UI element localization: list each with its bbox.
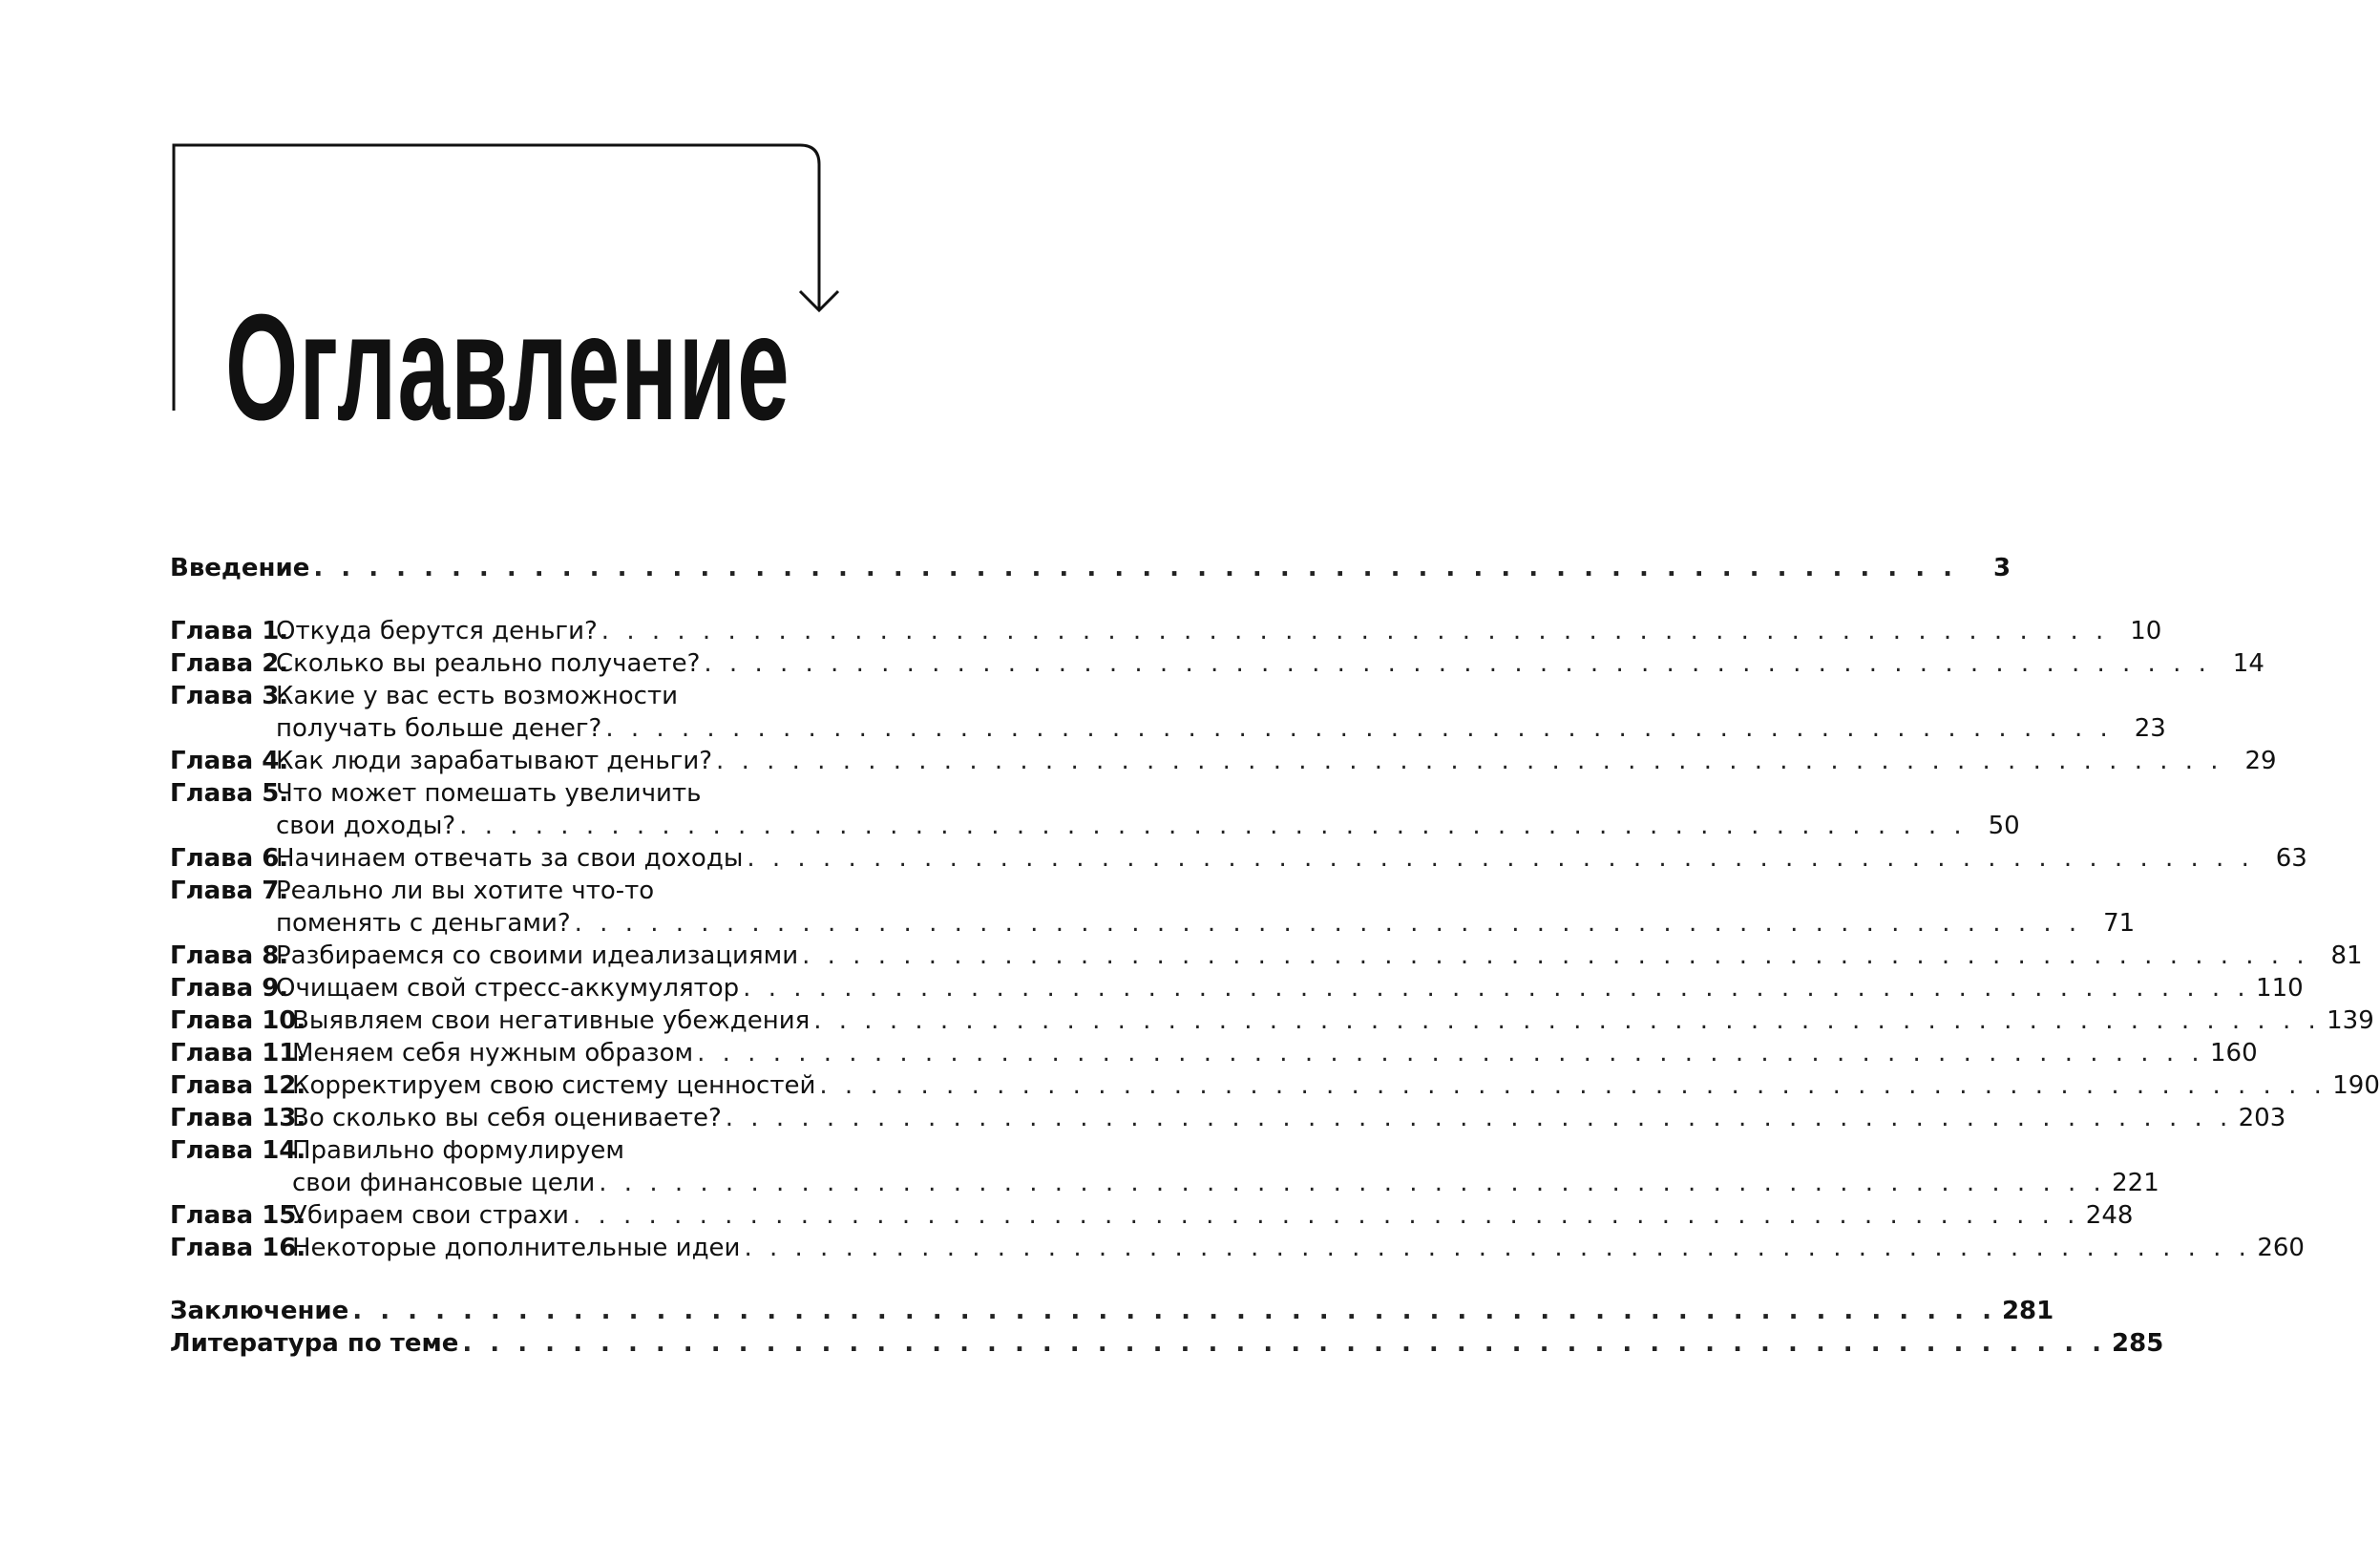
chapter-page: 110 (2256, 974, 2304, 1003)
chapter-page: 221 (2112, 1169, 2159, 1197)
toc-item-chapter-11[interactable] (170, 1037, 2258, 1069)
leader-dots (810, 1004, 2321, 1037)
toc-item-chapter-1[interactable] (170, 615, 2162, 647)
toc-item-chapter-8[interactable] (170, 940, 2363, 972)
chapter-page: 160 (2209, 1039, 2258, 1067)
toc-item-literature[interactable] (170, 1327, 2164, 1360)
leader-dots (569, 1199, 2080, 1232)
chapter-label: Глава 9. (170, 974, 289, 1003)
toc-line (170, 1232, 2305, 1264)
toc-item-chapter-3[interactable] (170, 680, 2166, 745)
chapter-label: Глава 3. (170, 682, 289, 710)
toc-item-chapter-6[interactable] (170, 842, 2307, 875)
toc-line (170, 1102, 2286, 1134)
chapter-title: Какие у вас есть возможности (276, 682, 678, 710)
chapter-title: Что может помешать увеличить (276, 779, 702, 808)
chapter-label: Глава 2. (170, 649, 289, 678)
toc-line (170, 972, 2304, 1004)
leader-dots (798, 940, 2309, 972)
leader-dots (571, 907, 2082, 940)
toc-line (170, 647, 2264, 680)
toc-literature-page: 285 (2112, 1329, 2164, 1358)
chapter-title: Начинаем отвечать за свои доходы (276, 844, 744, 873)
chapter-page: 81 (2330, 941, 2363, 970)
chapter-title: Во сколько вы себя оцениваете? (292, 1104, 722, 1132)
toc-intro-label: Введение (170, 554, 310, 582)
toc-item-chapter-16[interactable] (170, 1232, 2305, 1264)
chapter-page: 190 (2332, 1071, 2380, 1100)
toc-item-chapter-10[interactable] (170, 1004, 2374, 1037)
leader-dots (722, 1102, 2233, 1134)
chapter-label: Глава 11. (170, 1039, 306, 1067)
toc-item-intro[interactable] (170, 552, 2011, 584)
chapter-page: 203 (2238, 1104, 2286, 1132)
toc-line (170, 615, 2162, 647)
toc-line (170, 712, 2166, 745)
chapter-title: Разбираемся со своими идеализациями (276, 941, 799, 970)
leader-dots (739, 972, 2250, 1004)
leader-dots (740, 1232, 2251, 1264)
leader-dots (598, 615, 2109, 647)
chapter-title: поменять с деньгами? (276, 909, 571, 938)
chapter-page: 260 (2257, 1234, 2305, 1262)
chapter-title: Сколько вы реально получаете? (276, 649, 701, 678)
leader-dots (455, 810, 1967, 842)
chapter-page: 14 (2232, 649, 2264, 678)
toc-item-chapter-14[interactable] (170, 1134, 2159, 1199)
toc-line (170, 842, 2307, 875)
toc-item-chapter-5[interactable] (170, 777, 2020, 842)
chapter-label: Глава 15. (170, 1201, 306, 1230)
chapter-label: Глава 16. (170, 1234, 306, 1262)
toc-line (170, 1167, 2159, 1199)
toc-line (170, 1199, 2134, 1232)
chapter-page: 50 (1988, 812, 2020, 840)
toc-line (170, 680, 832, 712)
chapter-title: Как люди зарабатывают деньги? (276, 747, 713, 775)
chapter-label: Глава 1. (170, 617, 289, 645)
chapter-title: Корректируем свою систему ценностей (292, 1071, 816, 1100)
chapter-label: Глава 10. (170, 1006, 306, 1035)
chapter-label: Глава 12. (170, 1071, 306, 1100)
toc-line (170, 940, 2363, 972)
toc-line (170, 1134, 832, 1167)
toc-literature-label: Литература по теме (170, 1329, 459, 1358)
chapter-page: 63 (2275, 844, 2307, 873)
chapter-title: Выявляем свои негативные убеждения (292, 1006, 811, 1035)
chapter-title: свои доходы? (276, 812, 456, 840)
chapter-label: Глава 4. (170, 747, 289, 775)
leader-dots (309, 552, 1957, 584)
chapter-page: 71 (2103, 909, 2136, 938)
chapter-label: Глава 7. (170, 877, 289, 905)
chapter-page: 139 (2327, 1006, 2374, 1035)
toc-item-chapter-13[interactable] (170, 1102, 2286, 1134)
chapter-label: Глава 6. (170, 844, 289, 873)
toc-item-chapter-12[interactable] (170, 1069, 2380, 1102)
chapter-title: Убираем свои страхи (292, 1201, 569, 1230)
toc-line (170, 1037, 2258, 1069)
chapter-label: Глава 14. (170, 1136, 306, 1165)
toc-line (170, 1004, 2374, 1037)
toc-line (170, 907, 2136, 940)
chapter-title: Некоторые дополнительные идеи (292, 1234, 741, 1262)
toc-line (170, 777, 832, 810)
chapter-title: свои финансовые цели (292, 1169, 596, 1197)
leader-dots (700, 647, 2211, 680)
chapter-title: Реально ли вы хотите что-то (276, 877, 655, 905)
toc-conclusion-page: 281 (2001, 1297, 2054, 1325)
chapter-title: Меняем себя нужным образом (292, 1039, 694, 1067)
toc-line (170, 810, 2020, 842)
chapter-title: получать больше денег? (276, 714, 602, 743)
chapter-list (170, 615, 2380, 1264)
chapter-page: 248 (2085, 1201, 2134, 1230)
toc-line (170, 1069, 2380, 1102)
toc-conclusion-label: Заключение (170, 1297, 349, 1325)
toc-item-chapter-7[interactable] (170, 875, 2136, 940)
chapter-title: Очищаем свой стресс-аккумулятор (276, 974, 740, 1003)
leader-dots (743, 842, 2254, 875)
chapter-label: Глава 13. (170, 1104, 306, 1132)
chapter-title: Откуда берутся деньги? (276, 617, 598, 645)
leader-dots (595, 1167, 2106, 1199)
chapter-label: Глава 5. (170, 779, 289, 808)
toc-line (170, 875, 832, 907)
leader-dots (712, 745, 2223, 777)
toc-item-chapter-9[interactable] (170, 972, 2304, 1004)
leader-dots (693, 1037, 2204, 1069)
chapter-title: Правильно формулируем (292, 1136, 624, 1165)
toc-item-conclusion[interactable] (170, 1295, 2054, 1327)
table-of-contents (170, 552, 2380, 1360)
chapter-page: 10 (2130, 617, 2162, 645)
toc-item-chapter-2[interactable] (170, 647, 2264, 680)
leader-dots (815, 1069, 2327, 1102)
page-title: Оглавление (225, 284, 790, 452)
toc-intro-page: 3 (1992, 554, 2011, 582)
toc-item-chapter-15[interactable] (170, 1199, 2134, 1232)
leader-dots (348, 1295, 1996, 1327)
chapter-page: 29 (2244, 747, 2277, 775)
toc-line (170, 745, 2277, 777)
toc-item-chapter-4[interactable] (170, 745, 2277, 777)
leader-dots (458, 1327, 2106, 1360)
chapter-page: 23 (2134, 714, 2166, 743)
leader-dots (601, 712, 2113, 745)
chapter-label: Глава 8. (170, 941, 289, 970)
